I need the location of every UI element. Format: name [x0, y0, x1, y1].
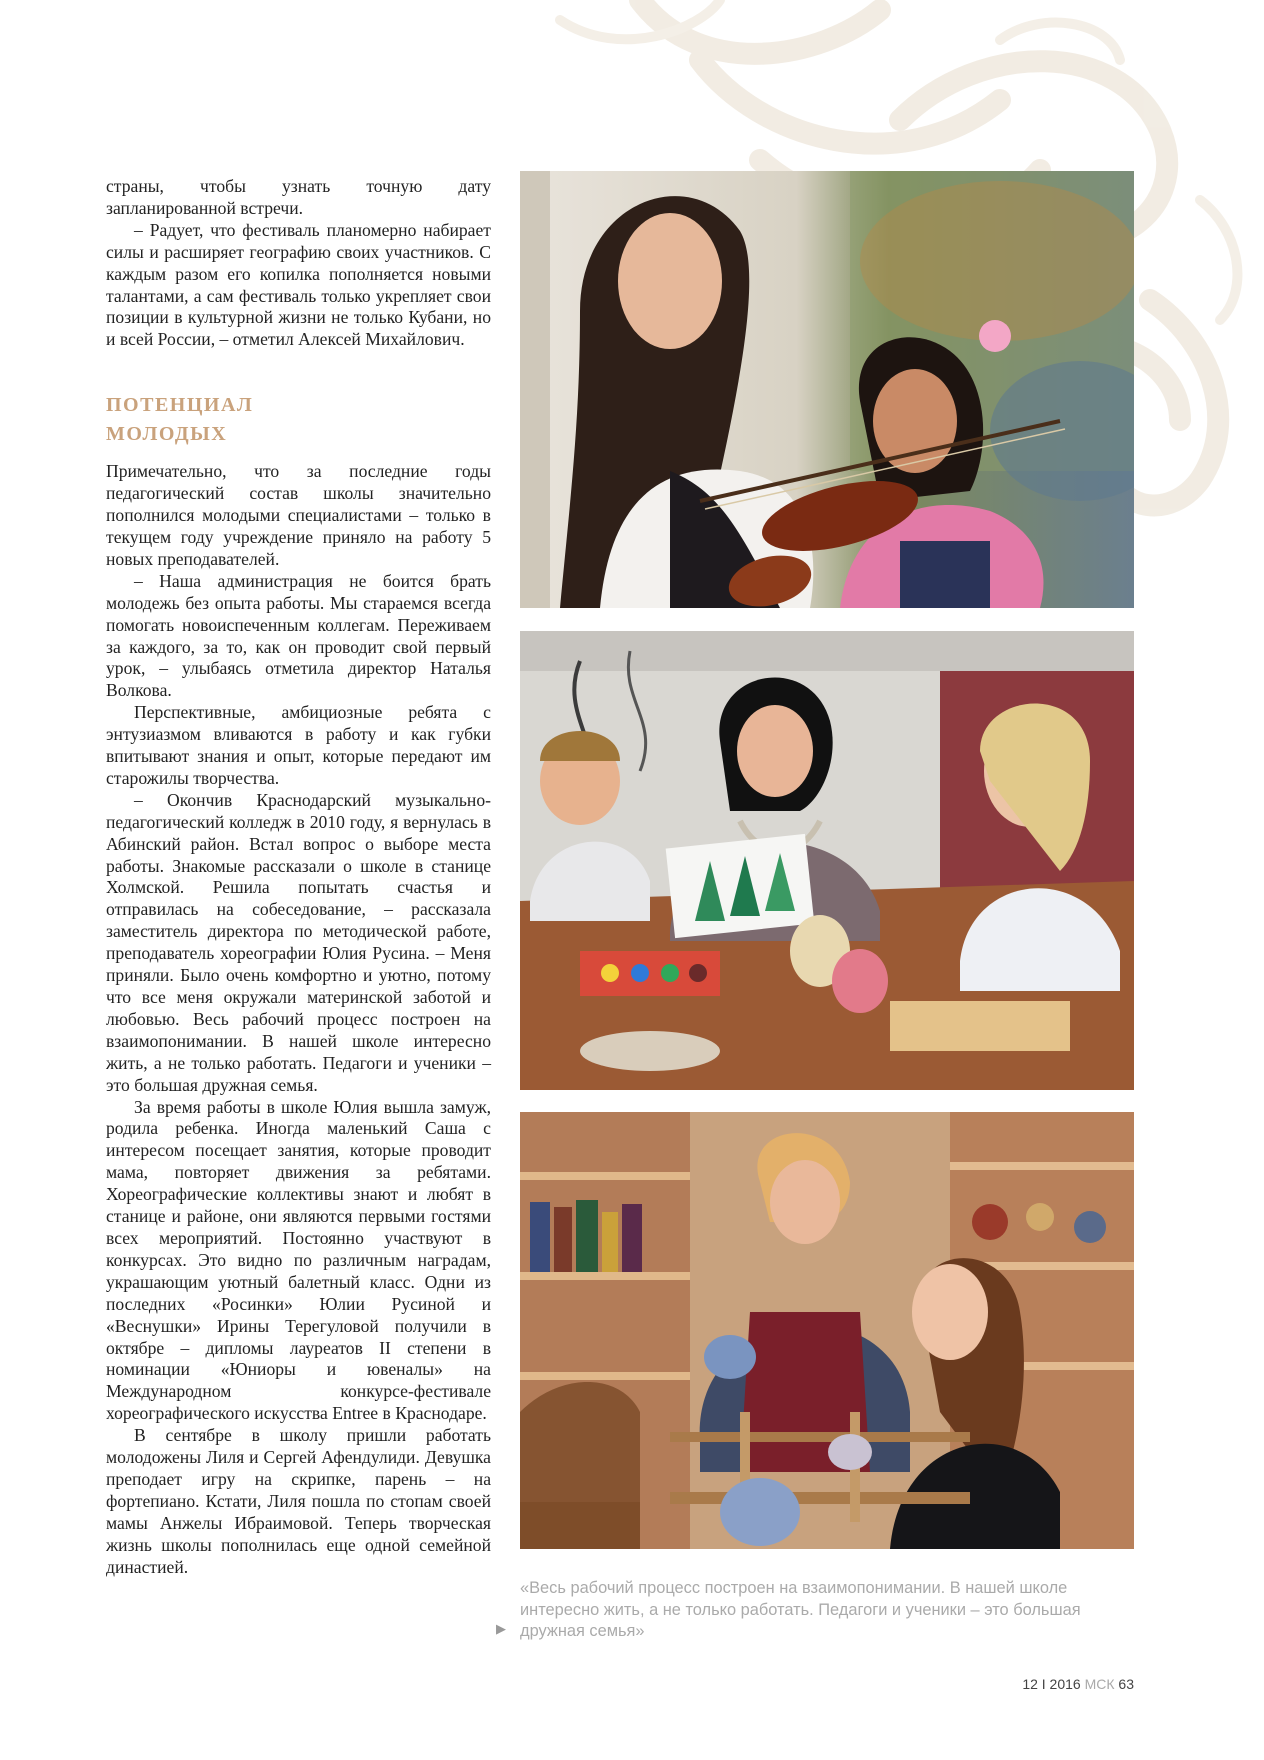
paragraph: страны, чтобы узнать точную дату запланированной встречи.	[106, 176, 491, 218]
page-footer	[1022, 1676, 1134, 1692]
caption-arrow-icon: ▶	[496, 1622, 506, 1637]
photo-weaving-class	[520, 1112, 1134, 1549]
issue-number: 12 I 2016	[1022, 1676, 1081, 1692]
section-heading-line-2: МОЛОДЫХ	[106, 423, 228, 446]
section-heading	[106, 391, 491, 449]
quote-paragraph: – Окончив Краснодарский музыкально-педагогический колледж в 2010 году, я вернулась в Абинский район. Встал вопрос о выборе места работы. Знакомые рассказали о школе в станице Холмской. Решила попытать счастья и отправилась на собеседование, – рассказала заместитель директора по методической работе, преподаватель хореографии Юлия Русина. – Меня приняли. Было очень комфортно и уютно, потому что все меня окружали материнской заботой и любовью. Весь рабочий процесс построен на взаимопонимании. В нашей школе интересно жить, а не только работать. Педагоги и ученики – это большая дружная семья.	[106, 789, 491, 1095]
paragraph: Примечательно, что за последние годы педагогический состав школы значительно пополнился молодыми специалистами – только в текущем году учреждение приняло на работу 5 новых преподавателей.	[106, 461, 491, 569]
photo-painting-class	[520, 631, 1134, 1090]
page-number: 63	[1118, 1676, 1134, 1692]
magazine-name: МСК	[1084, 1676, 1115, 1692]
paragraph: Перспективные, амбициозные ребята с энтузиазмом вливаются в работу и как губки впитывают знания и опыт, которые передают им старожилы творчества.	[106, 702, 491, 788]
paragraph: В сентябре в школу пришли работать молодожены Лиля и Сергей Афендулиди. Девушка преподает игру на скрипке, парень – на фортепиано. Кстати, Лиля пошла по стопам своей мамы Анжелы Ибраимовой. Теперь творческая жизнь школы пополнилась еще одной семейной династией.	[106, 1425, 491, 1577]
quote-paragraph: – Радует, что фестиваль планомерно набирает силы и расширяет географию своих участников. С каждым разом его копилка пополняется новыми талантами, а сам фестиваль только укрепляет свои позиции в культурной жизни не только Кубани, но и всей России, – отметил Алексей Михайлович.	[106, 219, 491, 350]
paragraph: За время работы в школе Юлия вышла замуж, родила ребенка. Иногда маленький Саша с интересом посещает занятия, которые проводит мама, повторяет движения за ребятами. Хореографические коллективы знают и любят в станице и районе, они являются первыми гостями всех мероприятий. Постоянно участвуют в конкурсах. Это видно по различным наградам, украшающим уютный балетный класс. Одни из последних «Росинки» Юлии Русиной и «Веснушки» Ирины Терегуловой получили в октябре – дипломы лауреатов II степени в номинации «Юниоры и ювеналы» на Международном конкурсе-фестивале хореографического искусства Entree в Краснодаре.	[106, 1096, 491, 1424]
section-heading-line-1: ПОТЕНЦИАЛ	[106, 394, 254, 417]
quote-paragraph: – Наша администрация не боится брать молодежь без опыта работы. Мы стараемся всегда помогать новоиспеченным коллегам. Переживаем за каждого, за то, как он проводит свой первый урок, – улыбаясь отметила директор Наталья Волкова.	[106, 570, 491, 701]
article-column	[106, 176, 491, 1578]
photo-caption: «Весь рабочий процесс построен на взаимопонимании. В нашей школе интересно жить, а не только работать. Педагоги и ученики – это большая дружная семья»	[520, 1579, 1081, 1640]
photo-violin-lesson	[520, 171, 1134, 608]
